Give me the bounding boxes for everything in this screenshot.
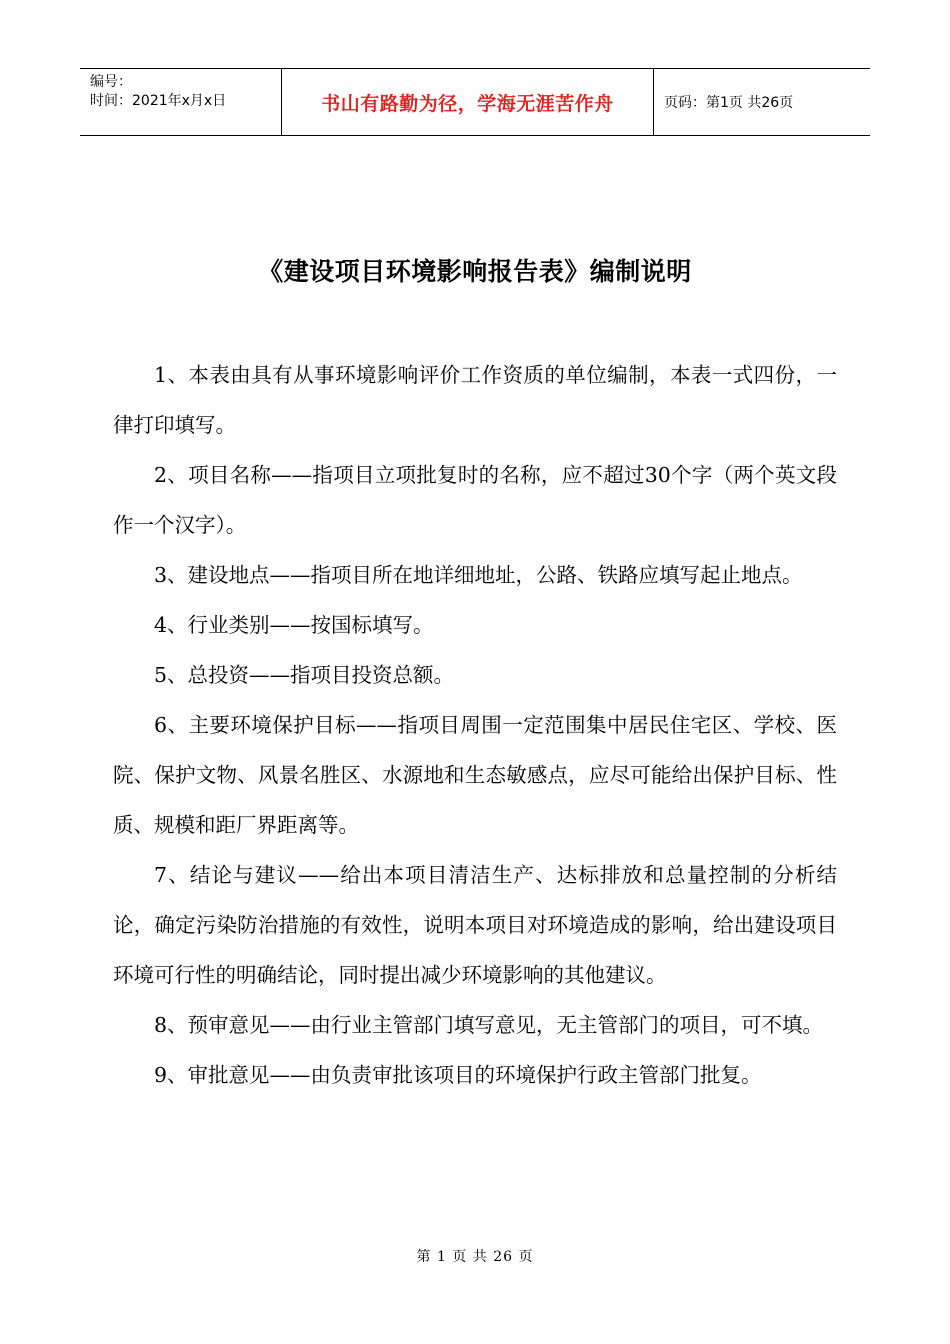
header-meta (80, 69, 281, 135)
document-title: 《建设项目环境影响报告表》编制说明 (258, 257, 692, 286)
paragraph-9: 9、审批意见——由负责审批该项目的环境保护行政主管部门批复。 (154, 1063, 762, 1087)
paragraph-1: 1、本表由具有从事环境影响评价工作资质的单位编制，本表一式四份，一律打印填写。 (113, 363, 837, 437)
document-body (113, 350, 837, 1100)
paragraph-3: 3、建设地点——指项目所在地详细地址，公路、铁路应填写起止地点。 (154, 563, 803, 587)
header-page-info: 页码：第1页 共26页 (664, 95, 794, 111)
header-motto-cell (281, 69, 654, 135)
paragraph-4: 4、行业类别——按国标填写。 (154, 613, 434, 637)
paragraph-8: 8、预审意见——由行业主管部门填写意见，无主管部门的项目，可不填。 (154, 1013, 824, 1037)
document-time-label: 时间：2021年x月x日 (90, 93, 227, 109)
paragraph-7: 7、结论与建议——给出本项目清洁生产、达标排放和总量控制的分析结论，确定污染防治措施的有效性，说明本项目对环境造成的影响，给出建设项目环境可行性的明确结论，同时提出减少环境影响的其他建议。 (113, 863, 837, 987)
page-footer: 第 1 页 共 26 页 (416, 1249, 534, 1265)
header-motto: 书山有路勤为径，学海无涯苦作舟 (321, 92, 614, 115)
header-page-info-cell (654, 69, 870, 135)
page-header (80, 68, 870, 136)
document-number-label: 编号： (90, 74, 132, 90)
paragraph-5: 5、总投资——指项目投资总额。 (154, 663, 455, 687)
paragraph-6: 6、主要环境保护目标——指项目周围一定范围集中居民住宅区、学校、医院、保护文物、风景名胜区、水源地和生态敏感点，应尽可能给出保护目标、性质、规模和距厂界距离等。 (113, 713, 837, 837)
paragraph-2: 2、项目名称——指项目立项批复时的名称，应不超过30个字（两个英文段作一个汉字）。 (113, 463, 837, 537)
